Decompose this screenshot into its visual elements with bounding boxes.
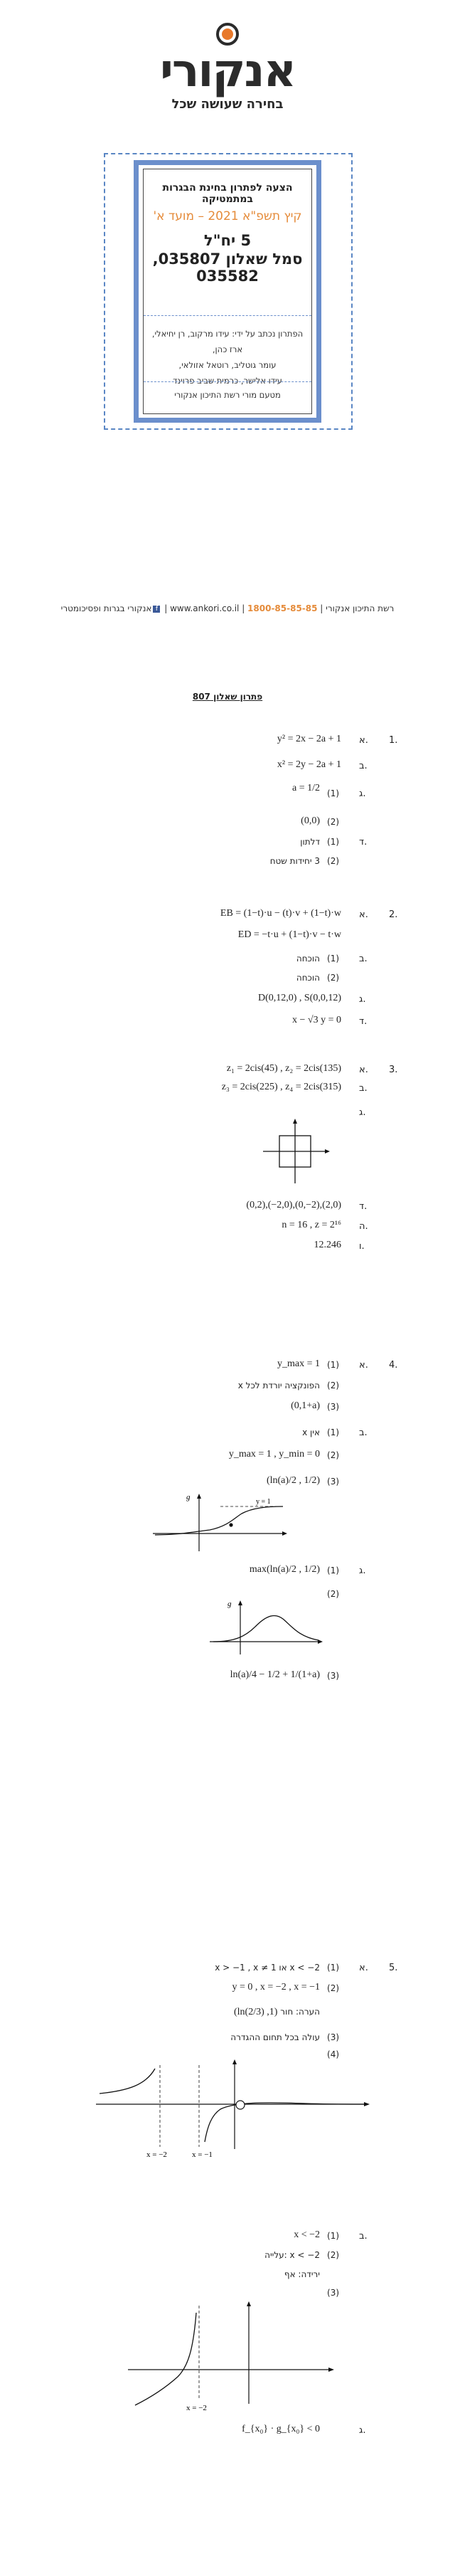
q5-graph-2 [114, 2298, 341, 2412]
q3-d-label: ד. [359, 1201, 368, 1212]
q2-a-label: א. [359, 909, 368, 920]
q4-b1-answer: אין x [302, 1427, 320, 1437]
q4-c2-label: (2) [327, 1589, 340, 1599]
q4-graph-2-label: g [228, 1600, 232, 1608]
logo-wordmark: אנקורי [159, 45, 296, 97]
q5-number: 5. [389, 1963, 398, 1973]
q5-c-label: ג. [359, 2425, 366, 2436]
q1-a-answer: y² = 2x − 2a + 1 [277, 734, 341, 744]
q4-graph-1-asymptote-label: y = 1 [256, 1498, 271, 1506]
cover-authors-line-2: עומר גוטליב, רוטאל אזולאי, [178, 360, 277, 370]
q1-b-label: ב. [359, 761, 368, 771]
q5-b2-answer: x < −2 :עלייה [264, 2250, 320, 2260]
logo-tagline: בחירה שעושה שכל [171, 97, 284, 112]
q2-number: 2. [389, 909, 398, 920]
q3-a-label: א. [359, 1065, 368, 1075]
cover-authors-line-1: הפתרון נכתב על ידי: עידו מרקוב, רן יחיאלי, ארז כהן, [151, 329, 304, 354]
cover-divider [144, 315, 311, 316]
q4-c1-answer: max(ln(a)/2 , 1/2) [249, 1564, 320, 1575]
q3-b-label: ב. [359, 1083, 368, 1094]
cover-session: קיץ תשפ"א 2021 – מועד א' [153, 209, 302, 223]
q1-d2-label: (2) [327, 856, 340, 866]
contact-site[interactable]: www.ankori.co.il [170, 603, 240, 613]
q1-c2-label: (2) [327, 817, 340, 827]
q4-graph-2 [206, 1598, 327, 1658]
q5-b2-note: ירידה: אף [284, 2269, 320, 2279]
q4-c3-label: (3) [327, 1671, 340, 1681]
q1-c1-answer: a = 1/2 [292, 783, 320, 793]
q4-b2-label: (2) [327, 1450, 340, 1460]
q1-c1-label: (1) [327, 788, 340, 798]
q2-c-label: ג. [359, 994, 366, 1005]
q5-a3-answer: עולה בכל תחום ההגדרה [230, 2032, 320, 2042]
q4-b3-answer: (ln(a)/2 , 1/2) [266, 1475, 320, 1486]
q4-graph-1-label: g [186, 1493, 191, 1501]
cover-footer: מטעם מורי רשת התיכון אנקורי [174, 390, 281, 400]
solution-title: פתרון שאלון 807 [192, 692, 263, 702]
cover-exam-codes: סמל שאלון 035807, 035582 [152, 250, 303, 285]
q4-a1-answer: y_max = 1 [277, 1358, 320, 1369]
facebook-icon: f [153, 606, 160, 613]
q1-c-label: ג. [359, 788, 366, 799]
contact-social[interactable]: אנקורי בגרות ופסיכומטרי [60, 603, 152, 613]
q5-a3-label: (3) [327, 2032, 340, 2042]
q5-a-note-label: הערה: חור [280, 2007, 320, 2017]
q4-a-label: א. [359, 1360, 368, 1371]
cover-units: 5 יח"ל [203, 232, 252, 249]
q2-b1-label: (1) [327, 954, 340, 964]
q2-b2-label: (2) [327, 973, 340, 983]
logo-circle-icon [215, 21, 240, 47]
q3-e-answer: n = 16 , z = 2¹⁶ [282, 1220, 341, 1230]
q5-graph-1 [92, 2058, 377, 2158]
q1-d1-label: (1) [327, 837, 340, 847]
q3-b-answer: z₃ = 2cis(225) , z₄ = 2cis(315) [221, 1082, 341, 1092]
cover-card [143, 169, 312, 414]
q4-c3-answer: ln(a)/4 − 1/2 + 1/(1+a) [230, 1669, 320, 1680]
q4-b2-answer: y_max = 1 , y_min = 0 [228, 1449, 320, 1459]
q2-b1-answer: הוכחה [296, 954, 320, 964]
q5-a2-answer: y = 0 , x = −2 , x = −1 [232, 1982, 320, 1992]
q2-b-label: ב. [359, 954, 368, 964]
cover-authors [149, 326, 306, 389]
cover-authors-line-3: עידו אלישר, כרמית שביב פרוינד [173, 376, 282, 386]
contact-line: רשת התיכון אנקורי | 1800-85-85-85 | www.ankori.co.il | fאנקורי בגרות ופסיכומטרי [60, 603, 395, 613]
contact-network: רשת התיכון אנקורי [326, 603, 395, 613]
q4-graph-1 [149, 1491, 291, 1555]
cover-divider-2 [144, 381, 311, 382]
q5-graph-1-xm2-label: x = −2 [146, 2150, 167, 2158]
q1-b-answer: x² = 2y − 2a + 1 [277, 759, 341, 770]
q5-b-label: ב. [359, 2231, 368, 2242]
q1-number: 1. [389, 735, 398, 746]
q4-b3-label: (3) [327, 1477, 340, 1487]
q4-a2-label: (2) [327, 1381, 340, 1390]
q5-a2-label: (2) [327, 1983, 340, 1993]
q5-b2-label: (2) [327, 2250, 340, 2260]
cover-title: הצעה לפתרון בחינת הבגרות במתמטיקה [162, 182, 293, 205]
q5-b1-answer: x < −2 [294, 2229, 320, 2240]
q2-a-answer-eb: EB = (1−t)·u − (t)·v + (1−t)·w [220, 908, 341, 919]
q4-a2-answer: הפונקציה יורדת לכל x [237, 1381, 320, 1390]
q4-number: 4. [389, 1360, 398, 1371]
q5-a-note-value: (1, ln(2/3)) [234, 2007, 278, 2017]
q4-a3-answer: (0,1+a) [291, 1400, 320, 1411]
q3-f-answer: 12.246 [314, 1240, 341, 1250]
q5-a-label: א. [359, 1963, 368, 1973]
q4-a1-label: (1) [327, 1360, 340, 1370]
q3-c-label: ג. [359, 1107, 366, 1118]
q5-b3-label: (3) [327, 2288, 340, 2298]
q4-a3-label: (3) [327, 1402, 340, 1412]
q1-d1-answer: דלתון [300, 837, 320, 847]
q5-graph-1-hole [236, 2101, 245, 2109]
q2-b2-answer: הוכחה [296, 973, 320, 983]
contact-phone[interactable]: 1800-85-85-85 [247, 603, 318, 613]
brand-logo [0, 21, 455, 112]
q5-graph-1-xm1-label: x = −1 [192, 2150, 213, 2158]
q3-d-answer: (0,2),(−2,0),(0,−2),(2,0) [246, 1200, 341, 1210]
q5-c-answer: f_{x₀} · g_{x₀} < 0 [242, 2424, 320, 2434]
q4-c1-label: (1) [327, 1566, 340, 1575]
q5-a-note [234, 2007, 320, 2018]
q1-d-label: ד. [359, 837, 368, 848]
q4-b-label: ב. [359, 1427, 368, 1438]
q2-d-label: ד. [359, 1016, 368, 1027]
q3-f-label: ו. [359, 1241, 365, 1252]
q3-number: 3. [389, 1065, 398, 1075]
q3-a-answer: z₁ = 2cis(45) , z₂ = 2cis(135) [226, 1063, 341, 1074]
q5-a1-label: (1) [327, 1963, 340, 1973]
q3-complex-plane-graph [256, 1116, 334, 1187]
q1-a-label: א. [359, 735, 368, 746]
q1-c2-answer: (0,0) [301, 815, 320, 826]
q4-c-label: ג. [359, 1566, 366, 1576]
q4-b1-label: (1) [327, 1427, 340, 1437]
q3-e-label: ה. [359, 1221, 368, 1232]
q5-a4-label: (4) [327, 2049, 340, 2059]
q2-a-answer-ed: ED = −t·u + (1−t)·v − t·w [237, 929, 341, 940]
q1-d2-answer: 3 יחידות שטח [269, 856, 320, 866]
q2-d-answer: x − √3 y = 0 [292, 1015, 341, 1025]
q5-b1-label: (1) [327, 2231, 340, 2241]
q5-graph-2-xm2-label: x = −2 [186, 2404, 207, 2412]
q5-a1-answer: x < −2 או x > −1 , x ≠ 1 [215, 1963, 320, 1973]
q2-c-answer: D(0,12,0) , S(0,0,12) [257, 993, 341, 1003]
q4-graph-1-point [229, 1523, 232, 1526]
